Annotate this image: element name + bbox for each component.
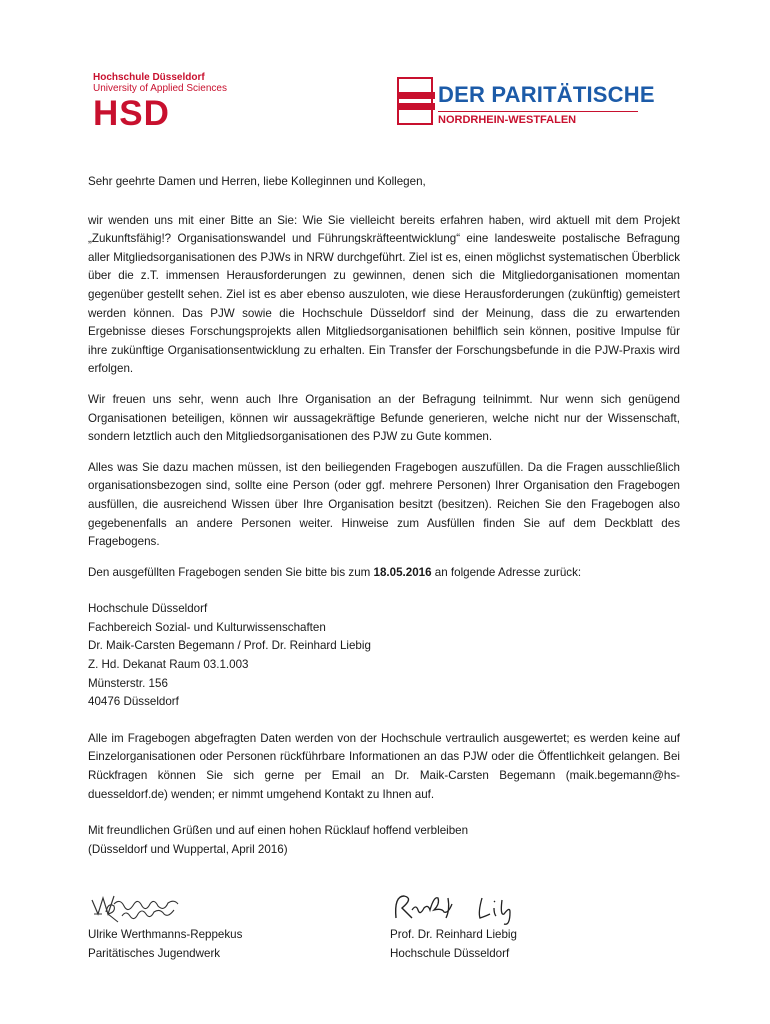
address-line: 40476 Düsseldorf: [88, 695, 179, 709]
paritaet-logo: [397, 77, 667, 127]
paragraph-intro: wir wenden uns mit einer Bitte an Sie: Wie Sie vielleicht bereits erfahren haben, wird aktuell mit dem Projekt „Zukunftsfähig!? Organisationswandel und Führungskräfteentwicklung“ eine landesweite postalische Befragung aller Mitgliedsorganisationen des PJWs in NRW durchgeführt. Ziel ist es, einen möglichst systematischen Überblick über die z.T. immensen Herausforderungen zu gewinnen, denen sich die Mitgliedorganisationen momentan gegenüber gestellt sehen. Ziel ist es aber ebenso auszuloten, wie diese Herausforderungen (zukünftig) gemeistert werden können. Das PJW sowie die Hochschule Düsseldorf sind der Meinung, dass die zu erwartenden Ergebnisse dieses Forschungsprojekts allen Mitgliedsorganisationen behilflich sein können, positive Impulse für ihre zukünftige Organisationsentwicklung zu erhalten. Ein Transfer der Forschungsbefunde in die PJW-Praxis wird erfolgen.: [88, 213, 680, 376]
address-line: Dr. Maik-Carsten Begemann / Prof. Dr. Reinhard Liebig: [88, 639, 371, 653]
paragraph-deadline: [88, 564, 680, 583]
paragraph-confidentiality: Alle im Fragebogen abgefragten Daten werden von der Hochschule vertraulich ausgewertet; es werden keine auf Einzelorganisationen oder Personen rückführbare Informationen an das PJW oder die Öffentlichkeit gelangen. Bei Rückfragen können Sie sich gerne per Email an Dr. Maik-Carsten Begemann (maik.begemann@hs-duesseldorf.de) wenden; er nimmt umgehend Kontakt zu Ihnen auf.: [88, 731, 680, 801]
signature-right-handwriting: [390, 888, 540, 926]
hsd-logo-wordmark: HSD: [93, 94, 170, 133]
paritaet-logo-icon: [397, 77, 433, 125]
paragraph-instructions: Alles was Sie dazu machen müssen, ist den beiliegenden Fragebogen auszufüllen. Da die Fragen ausschließlich organisationsbezogen sind, sollte eine Person (oder ggf. mehrere Personen) Ihrer Organisation den Fragebogen ausfüllen, die ausreichend Wissen über Ihre Organisation besitzt (besitzen). Reichen Sie den Fragebogen also gegebenenfalls an andere Personen weiter. Hinweise zum Ausfüllen finden Sie auf dem Deckblatt des Fragebogens.: [88, 460, 680, 549]
signatory-left-name: Ulrike Werthmanns-Reppekus: [88, 928, 243, 941]
signatory-right-org: Hochschule Düsseldorf: [390, 946, 510, 960]
address-line: Hochschule Düsseldorf: [88, 602, 208, 616]
signature-block-left: [88, 888, 318, 963]
signatory-right-name: Prof. Dr. Reinhard Liebig: [390, 928, 517, 941]
hsd-logo-line2: University of Applied Sciences: [93, 83, 227, 94]
signature-left-handwriting: [88, 888, 208, 926]
hsd-logo: [93, 72, 233, 132]
deadline-text-before: Den ausgefüllten Fragebogen senden Sie bitte bis zum: [88, 565, 374, 579]
return-address: [88, 600, 680, 712]
signatory-left-org: Paritätisches Jugendwerk: [88, 946, 221, 960]
paragraph-participation: Wir freuen uns sehr, wenn auch Ihre Organisation an der Befragung teilnimmt. Nur wenn sich genügend Organisationen beteiligen, können wir aussagekräftige Befunde generieren, welche nicht nur der Wissenschaft, sondern letztlich auch den Mitgliedsorganisationen des PJW zu Gute kommen.: [88, 392, 680, 444]
address-line: Fachbereich Sozial- und Kulturwissenschaften: [88, 620, 326, 634]
hsd-logo-line1: Hochschule Düsseldorf: [93, 72, 205, 83]
address-line: Münsterstr. 156: [88, 676, 168, 690]
salutation: Sehr geehrte Damen und Herren, liebe Kolleginnen und Kollegen,: [88, 175, 426, 188]
deadline-date: 18.05.2016: [373, 565, 432, 579]
paritaet-logo-title: DER PARITÄTISCHE: [438, 82, 655, 107]
paritaet-logo-subtitle: NORDRHEIN-WESTFALEN: [438, 111, 638, 126]
closing-line: (Düsseldorf und Wuppertal, April 2016): [88, 842, 288, 856]
signature-block-right: [390, 888, 620, 963]
letter-body: [88, 173, 680, 871]
closing-line: Mit freundlichen Grüßen und auf einen hohen Rücklauf hoffend verbleiben: [88, 824, 469, 838]
address-line: Z. Hd. Dekanat Raum 03.1.003: [88, 658, 249, 672]
deadline-text-after: an folgende Adresse zurück:: [431, 565, 582, 579]
closing: [88, 822, 680, 859]
